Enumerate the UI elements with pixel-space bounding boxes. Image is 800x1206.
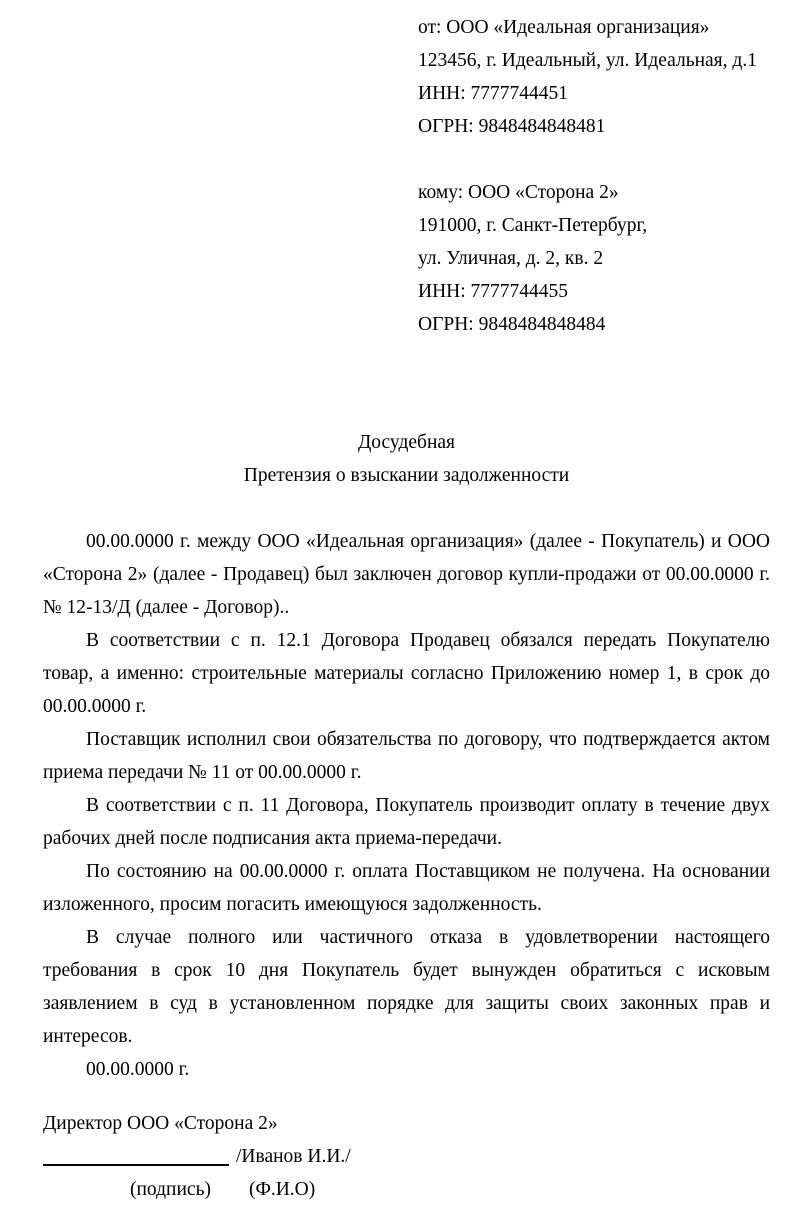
document-title (43, 426, 770, 492)
document-date: 00.00.0000 г. (86, 1059, 190, 1080)
signature-captions-row (43, 1173, 770, 1206)
recipient-line-inn: ИНН: 7777744455 (418, 281, 569, 302)
recipient-line-city: 191000, г. Санкт-Петербург, (418, 215, 648, 236)
body-paragraph-5: По состоянию на 00.00.0000 г. оплата Поставщиком не получена. На основании изложенного, просим погасить имеющуюся задолженность. (43, 861, 770, 915)
body-paragraph-6: В случае полного или частичного отказа в удовлетворении настоящего требования в срок 10 дня Покупатель будет вынужден обратиться с исковым заявлением в суд в установленном порядке для защиты своих законных прав и интересов. (43, 927, 770, 1047)
signature-block (43, 1107, 770, 1206)
document-body (43, 525, 770, 1086)
sender-line-ogrn: ОГРН: 9848484848481 (418, 116, 606, 137)
body-paragraph-4: В соответствии с п. 11 Договора, Покупатель производит оплату в течение двух рабочих дней после подписания акта приема-передачи. (43, 795, 770, 849)
sender-block (418, 11, 770, 143)
sender-line-inn: ИНН: 7777744451 (418, 83, 569, 104)
recipient-line-ogrn: ОГРН: 9848484848484 (418, 314, 606, 335)
recipient-line-street: ул. Уличная, д. 2, кв. 2 (418, 248, 604, 269)
title-line-2: Претензия о взыскании задолженности (243, 465, 570, 486)
body-paragraph-3: Поставщик исполнил свои обязательства по договору, что подтверждается актом приема передачи № 11 от 00.00.0000 г. (43, 729, 770, 783)
signature-underline (43, 1144, 229, 1166)
signature-role: Директор ООО «Сторона 2» (43, 1113, 278, 1134)
recipient-line-to: кому: ООО «Сторона 2» (418, 182, 619, 203)
signature-name: /Иванов И.И./ (236, 1146, 351, 1167)
sender-line-address: 123456, г. Идеальный, ул. Идеальная, д.1 (418, 50, 757, 71)
title-line-1: Досудебная (357, 432, 455, 453)
body-paragraph-1: 00.00.0000 г. между ООО «Идеальная организация» (далее - Покупатель) и ООО «Сторона 2» (далее - Продавец) был заключен договор купли-продажи от 00.00.0000 г. № 12-13/Д (далее - Договор).. (43, 531, 770, 618)
recipient-block (418, 176, 770, 341)
signature-line-row (43, 1140, 770, 1173)
fio-caption: (Ф.И.О) (248, 1179, 316, 1200)
sender-line-from: от: ООО «Идеальная организация» (418, 17, 710, 38)
signature-caption: (подпись) (130, 1179, 211, 1200)
body-paragraph-2: В соответствии с п. 12.1 Договора Продавец обязался передать Покупателю товар, а именно: строительные материалы согласно Приложению номер 1, в срок до 00.00.0000 г. (43, 630, 770, 717)
